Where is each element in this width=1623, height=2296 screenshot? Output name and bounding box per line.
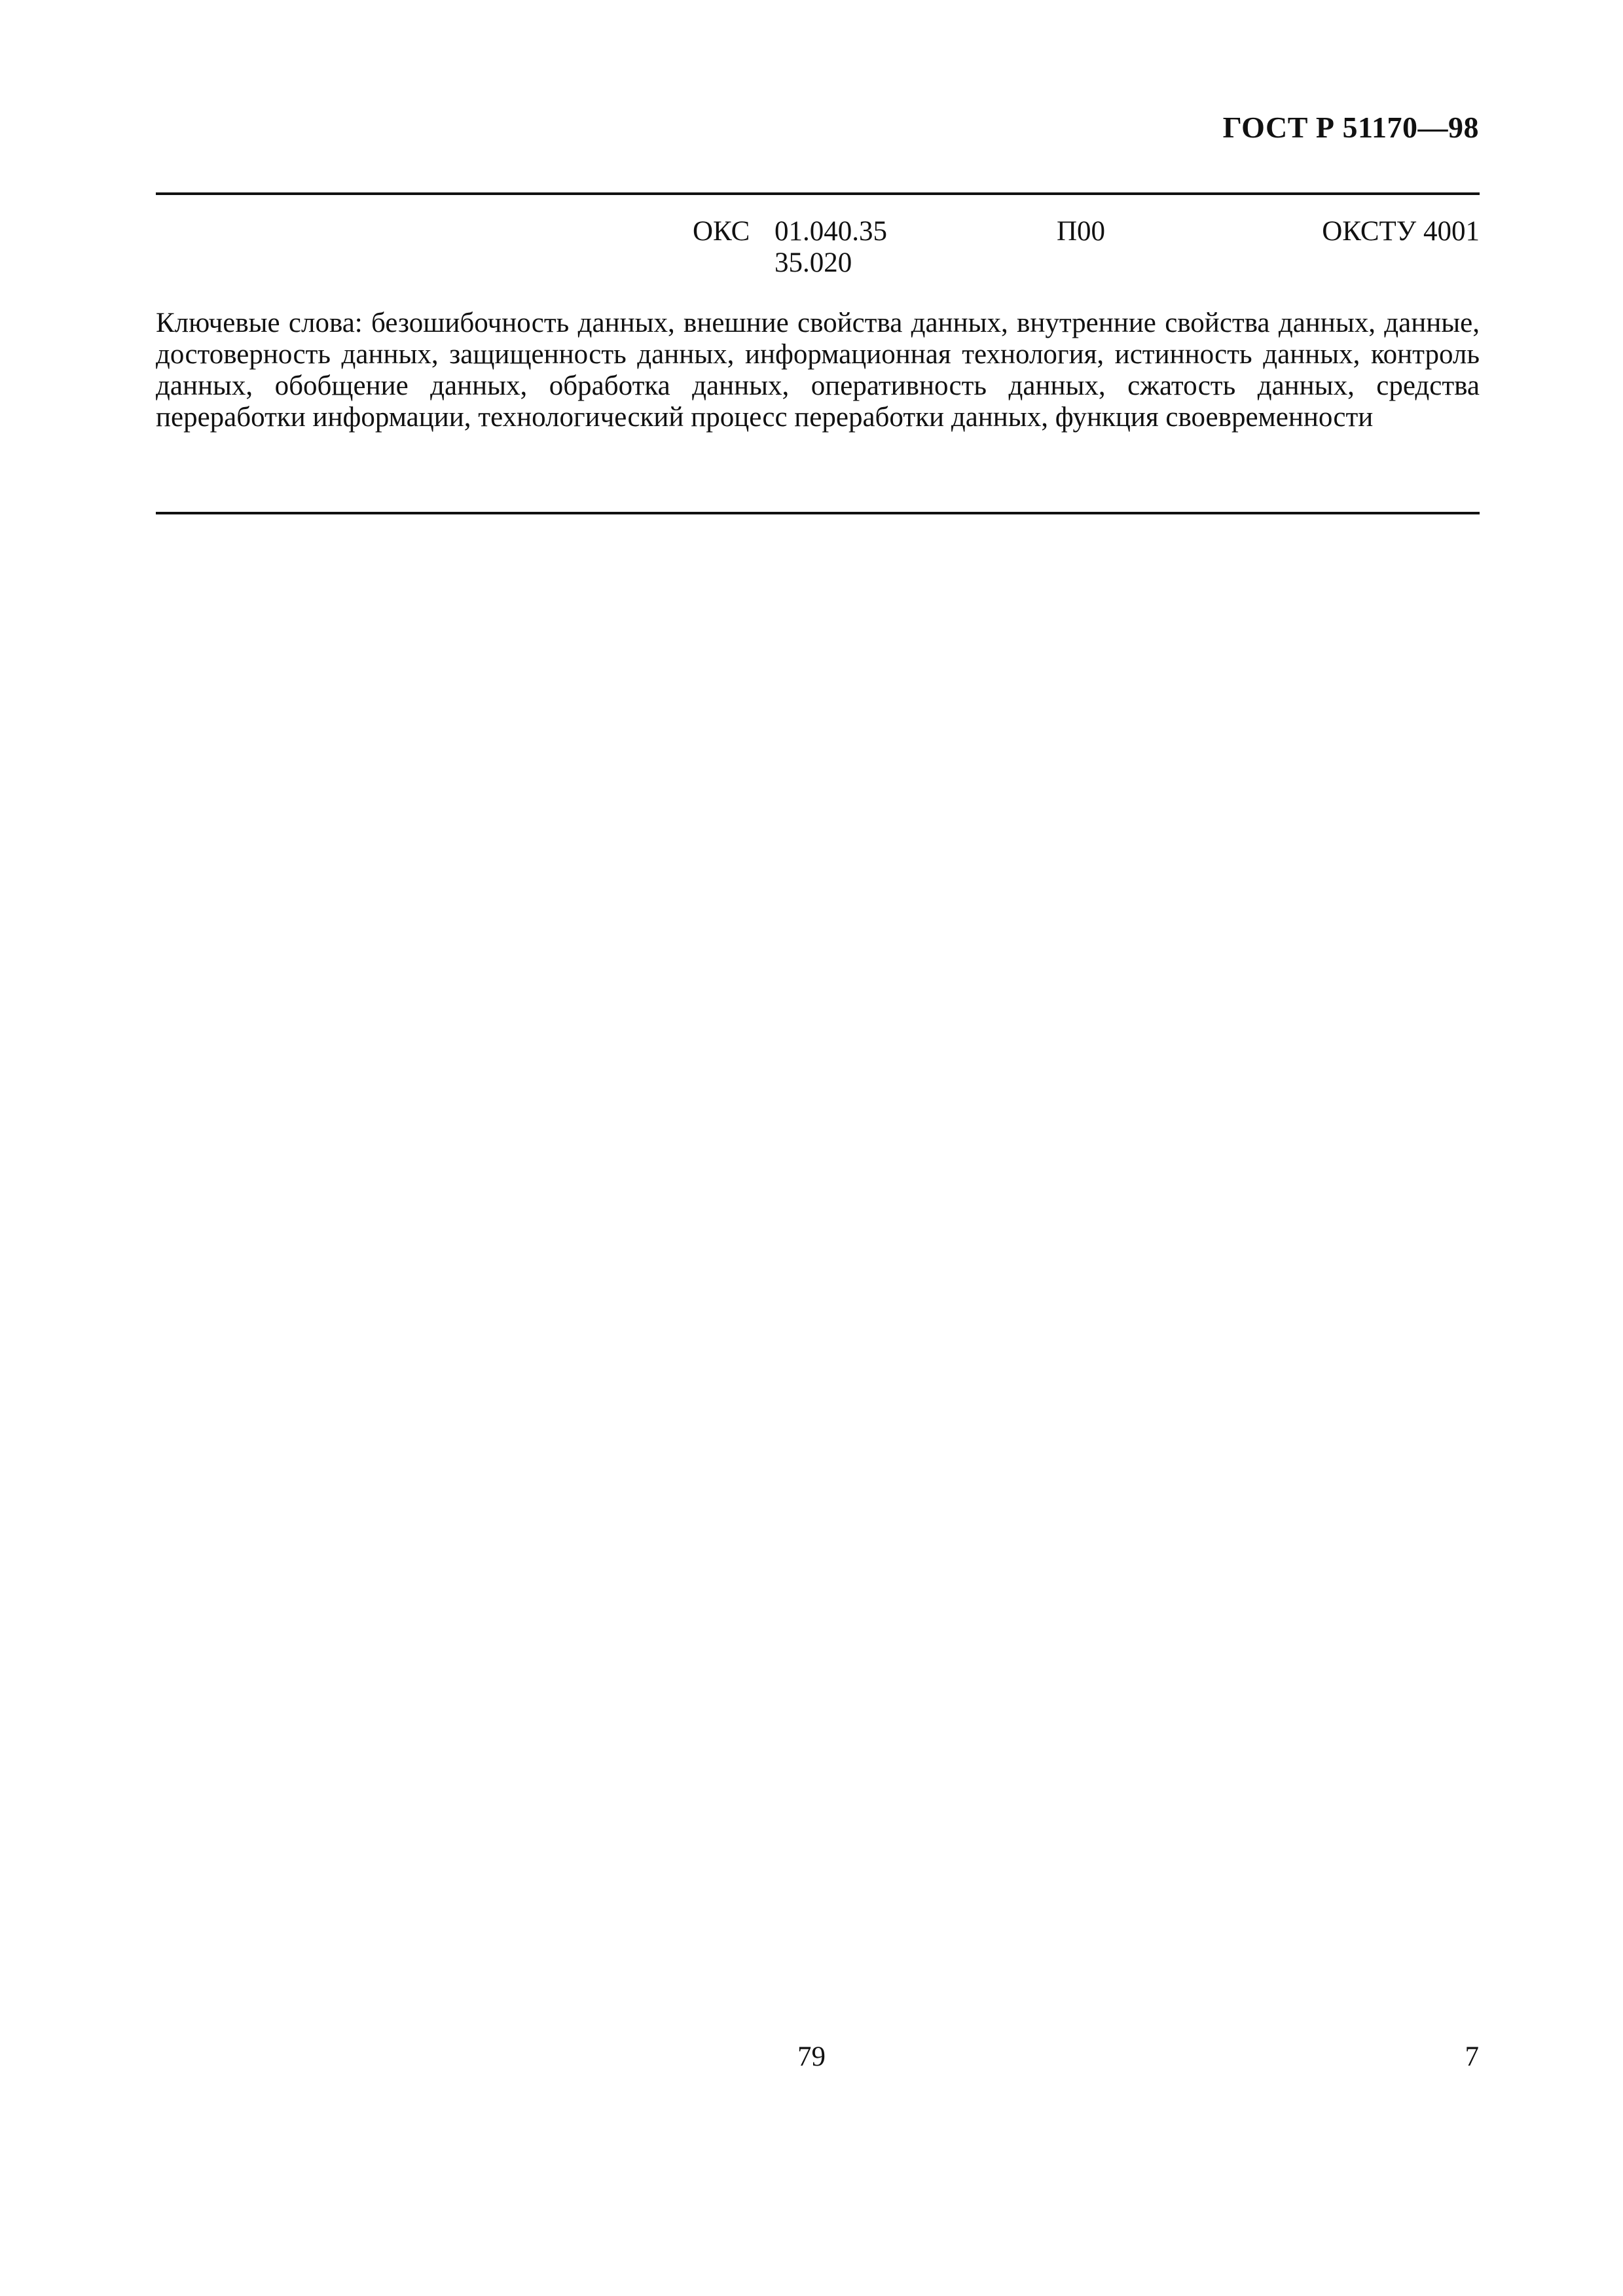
okstu-code: ОКСТУ 4001 bbox=[1322, 216, 1480, 247]
bottom-divider bbox=[156, 512, 1480, 514]
oks-code: 35.020 bbox=[775, 247, 852, 278]
oks-codes bbox=[775, 216, 887, 279]
top-divider bbox=[156, 192, 1480, 195]
oks-label: ОКС bbox=[693, 216, 750, 247]
keywords-paragraph: Ключевые слова: безошибочность данных, внешние свойства данных, внутренние свойства данных, данные, достоверность данных, защищенность данных, информационная технология, истинность данных, контроль данных, обобщение данных, обработка данных, оперативность данных, сжатость данных, средства переработки информации, технологический процесс переработки данных, функция своевременности bbox=[156, 308, 1480, 433]
oks-code: 01.040.35 bbox=[775, 216, 887, 247]
group-code: П00 bbox=[1057, 216, 1106, 247]
page-number: 7 bbox=[1465, 2041, 1479, 2072]
footer-center-number: 79 bbox=[797, 2041, 826, 2072]
document-code: ГОСТ Р 51170—98 bbox=[1222, 111, 1479, 144]
classification-row bbox=[0, 216, 1623, 281]
